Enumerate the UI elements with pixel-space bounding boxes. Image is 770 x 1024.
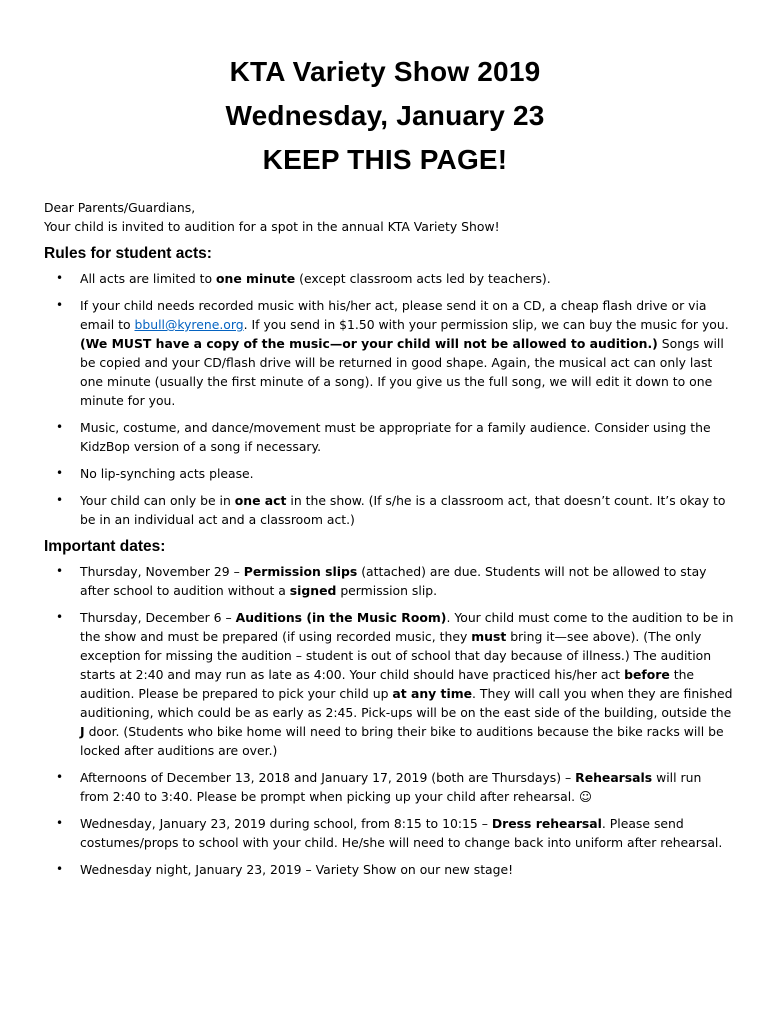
date-item (44, 562, 734, 600)
date-text: bring it—see above). (The only exception for missing the audition – student is out of school that day because of illness.) The audition starts at 2:40 and may run as late as 4:00. Your child should have practiced his/her act (80, 629, 712, 682)
bullet-icon: • (56, 564, 64, 578)
dates-heading: Important dates: (44, 538, 166, 555)
date-emphasis: must (471, 629, 507, 644)
date-text: Wednesday, January 23, 2019 during school, from 8:15 to 10:15 – (80, 816, 492, 831)
bullet-icon: • (56, 493, 64, 507)
date-emphasis: Permission slips (243, 564, 358, 579)
date-emphasis: Dress rehearsal (491, 816, 602, 831)
dates-list (44, 562, 734, 879)
rule-emphasis: one minute (216, 271, 296, 286)
title-keep-notice: KEEP THIS PAGE! (262, 144, 508, 175)
rule-emphasis: one act (234, 493, 287, 508)
bullet-icon: • (56, 466, 64, 480)
date-text: will run from 2:40 to 3:40. Please be prompt when picking up your child after rehearsal. ☺ (80, 770, 702, 804)
bullet-icon: • (56, 816, 64, 830)
date-emphasis: signed (289, 583, 337, 598)
date-text: Wednesday night, January 23, 2019 – Variety Show on our new stage! (80, 862, 514, 877)
title-block (0, 50, 770, 182)
date-text: . Please send costumes/props to school with your child. He/she will need to change back into uniform after rehearsal. (80, 816, 723, 850)
date-text: permission slip. (336, 583, 438, 598)
rule-item (44, 491, 734, 529)
date-text: (attached) are due. Students will not be allowed to stay after school to audition without a (80, 564, 707, 598)
bullet-icon: • (56, 271, 64, 285)
rule-text: Music, costume, and dance/movement must be appropriate for a family audience. Consider using the KidzBop version of a song if necessary. (80, 420, 711, 454)
salutation: Dear Parents/Guardians, (44, 200, 196, 215)
date-text: Thursday, November 29 – (80, 564, 244, 579)
date-text: . Your child must come to the audition to be in the show and must be prepared (if using recorded music, they (80, 610, 734, 644)
bullet-icon: • (56, 420, 64, 434)
date-text: Thursday, December 6 – (80, 610, 236, 625)
date-text: door. (Students who bike home will need to bring their bike to auditions because the bike racks will be locked after auditions are over.) (80, 724, 724, 758)
intro-sentence: Your child is invited to audition for a spot in the annual KTA Variety Show! (44, 219, 500, 234)
date-text: the audition. Please be prepared to pick your child up (80, 667, 695, 701)
rule-text: No lip-synching acts please. (80, 466, 254, 481)
date-text: . They will call you when they are finished auditioning, which could be as early as 2:45. Pick-ups will be on the east side of the building, outside the (80, 686, 733, 720)
date-emphasis: J (80, 724, 85, 739)
date-item (44, 814, 734, 852)
bullet-icon: • (56, 862, 64, 876)
rule-emphasis: (We MUST have a copy of the music—or your child will not be allowed to audition.) (80, 336, 658, 351)
rule-text: All acts are limited to (80, 271, 216, 286)
rule-text: If your child needs recorded music with his/her act, please send it on a CD, a cheap flash drive or via email to (80, 298, 707, 332)
date-emphasis: at any time (392, 686, 473, 701)
rule-text: (except classroom acts led by teachers). (295, 271, 551, 286)
email-link[interactable]: bbull@kyrene.org (134, 317, 244, 332)
rule-item (44, 464, 734, 483)
date-emphasis: before (624, 667, 670, 682)
title-show-name: KTA Variety Show 2019 (229, 56, 541, 87)
rule-text: . If you send in $1.50 with your permission slip, we can buy the music for you. (243, 317, 729, 332)
date-text: Afternoons of December 13, 2018 and January 17, 2019 (both are Thursdays) – (80, 770, 576, 785)
date-item (44, 768, 734, 806)
title-show-date: Wednesday, January 23 (225, 100, 545, 131)
rule-text: in the show. (If s/he is a classroom act, that doesn’t count. It’s okay to be in an individual act and a classroom act.) (80, 493, 726, 527)
date-item (44, 860, 734, 879)
date-emphasis: Rehearsals (575, 770, 653, 785)
letter-body (44, 198, 734, 887)
date-emphasis: Auditions (in the Music Room) (235, 610, 447, 625)
rule-item (44, 269, 734, 288)
bullet-icon: • (56, 770, 64, 784)
bullet-icon: • (56, 298, 64, 312)
rule-text: Your child can only be in (80, 493, 235, 508)
rule-text: Songs will be copied and your CD/flash drive will be returned in good shape. Again, the musical act can only last one minute (usually the first minute of a song). If you give us the full song, we will edit it down to one minute for you. (80, 336, 724, 408)
rules-heading: Rules for student acts: (44, 245, 212, 262)
bullet-icon: • (56, 610, 64, 624)
date-item (44, 608, 734, 760)
rule-item (44, 418, 734, 456)
rule-item (44, 296, 734, 410)
rules-list (44, 269, 734, 529)
